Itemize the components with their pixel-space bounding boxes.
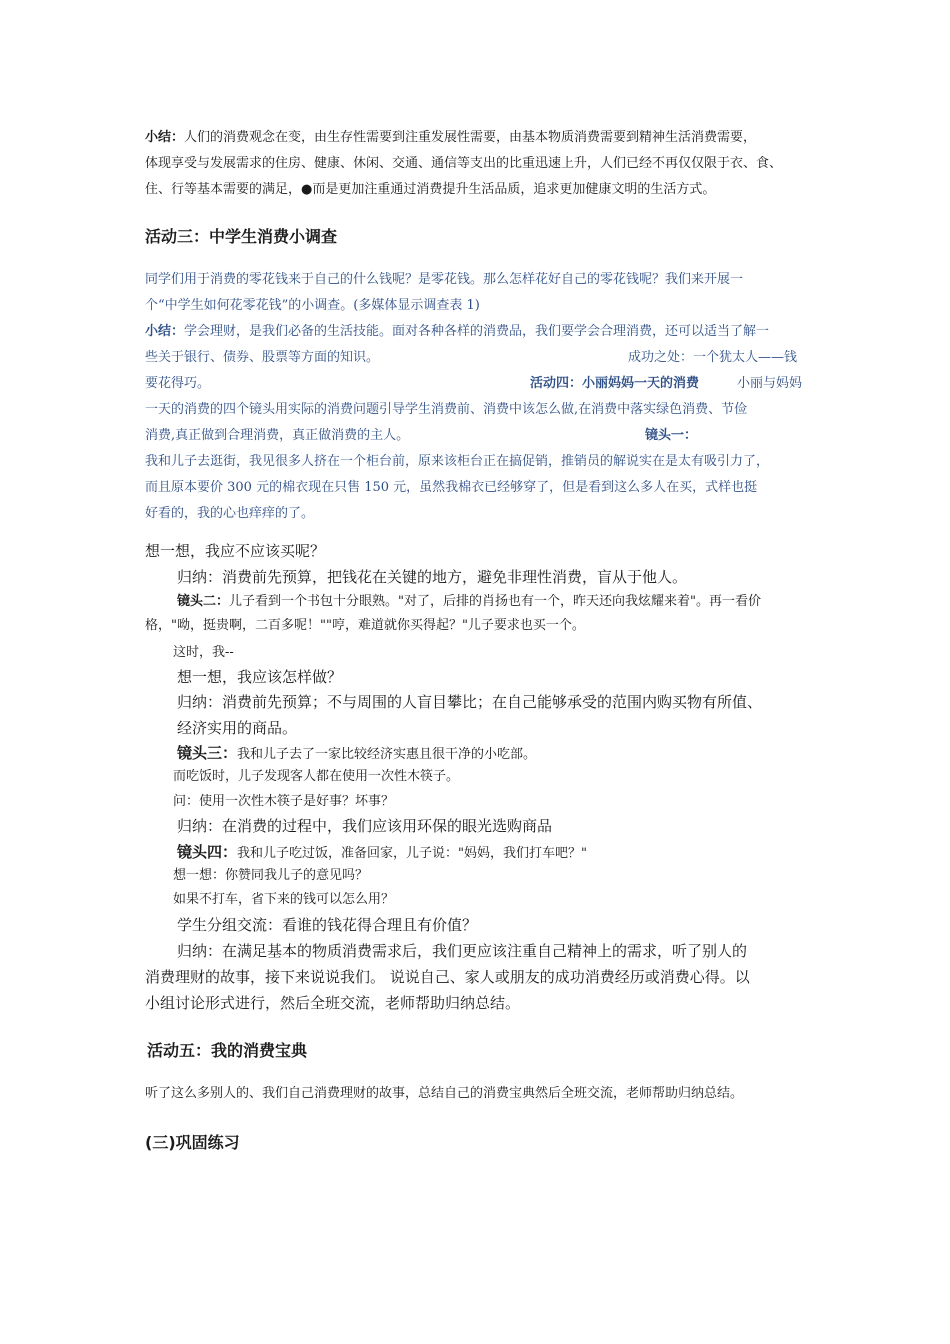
shot1-line: 而且原本要价 300 元的棉衣现在只售 150 元，虽然我棉衣已经够穿了，但是看到这么多人在买，式样也挺 <box>145 480 758 495</box>
question-line: 问：使用一次性木筷子是好事？坏事？ <box>173 794 395 809</box>
activity3-summary-line: 学会理财，是我们必备的生活技能。面对各种各样的消费品，我们要学会合理消费，还可以适当了解一 <box>184 324 770 339</box>
conclude4-line: 消费理财的故事，接下来说说我们。 说说自己、家人或朋友的成功消费经历或消费心得。以 <box>145 968 750 986</box>
conclude4-line: 小组讨论形式进行，然后全班交流，老师帮助归纳总结。 <box>145 994 521 1012</box>
shot2-label: 镜头二： <box>177 594 230 609</box>
conclude1: 归纳：消费前先预算，把钱花在关键的地方，避免非理性消费，盲从于他人。 <box>177 568 688 586</box>
conclude3: 归纳：在消费的过程中，我们应该用环保的眼光选购商品 <box>177 817 553 835</box>
shot1-line: 我和儿子去逛街，我见很多人挤在一个柜台前，原来该柜台正在搞促销，推销员的解说实在是太有吸引力了， <box>145 454 770 469</box>
shot4-text: 我和儿子吃过饭，准备回家，儿子说："妈妈，我们打车吧？" <box>237 846 587 861</box>
shot1-label: 镜头一： <box>645 428 698 443</box>
think3: 想一想：你赞同我儿子的意见吗？ <box>173 868 369 883</box>
activity3-summary-line: 些关于银行、债券、股票等方面的知识。 <box>145 350 380 365</box>
think4: 如果不打车，省下来的钱可以怎么用？ <box>173 892 395 907</box>
summary-line: 体现享受与发展需求的住房、健康、休闲、交通、通信等支出的比重迅速上升，人们已经不再仅仅限于衣、食、 <box>145 156 783 171</box>
activity4-line: 一天的消费的四个镜头用实际的消费问题引导学生消费前、消费中该怎么做,在消费中落实绿色消费、节俭 <box>145 402 748 417</box>
shot3-line2: 而吃饭时，儿子发现客人都在使用一次性木筷子。 <box>173 769 460 784</box>
conclude2-line: 经济实用的商品。 <box>177 719 298 737</box>
think2: 想一想，我应该怎样做？ <box>177 668 343 686</box>
activity3-body <box>145 267 810 527</box>
activity3-summary-line: 要花得巧。 <box>145 376 211 391</box>
summary-line: 住、行等基本需要的满足，●而是更加注重通过消费提升生活品质，追求更加健康文明的生活方式。 <box>145 182 716 197</box>
group-discussion: 学生分组交流：看谁的钱花得合理且有价值？ <box>177 916 478 934</box>
shot2-paragraph <box>145 590 842 614</box>
activity4-heading-after: 小丽与妈妈 <box>737 376 803 391</box>
activity4-line: 消费,真正做到合理消费，真正做消费的主人。 <box>145 428 410 443</box>
shot1-line: 好看的，我的心也痒痒的了。 <box>145 506 315 521</box>
activity3-summary-label: 小结： <box>145 324 185 339</box>
success-note: 成功之处：一个犹太人——钱 <box>628 350 798 365</box>
shot3-text: 我和儿子去了一家比较经济实惠且很干净的小吃部。 <box>237 747 537 762</box>
activity3-intro-line: 个“中学生如何花零花钱”的小调查。(多媒体显示调查表 1) <box>145 298 480 313</box>
shot2-line: 儿子看到一个书包十分眼熟。"对了，后排的肖扬也有一个，昨天还向我炫耀来着"。再一看价 <box>229 594 761 609</box>
conclude4-line: 归纳：在满足基本的物质消费需求后，我们更应该注重自己精神上的需求，听了别人的 <box>177 942 748 960</box>
shot4-label: 镜头四： <box>177 843 238 861</box>
think1: 想一想，我应不应该买呢？ <box>145 542 326 560</box>
conclude4 <box>145 938 810 1016</box>
conclude2 <box>145 689 842 741</box>
conclude2-line: 归纳：消费前先预算；不与周围的人盲目攀比；在自己能够承受的范围内购买物有所值、 <box>177 693 763 711</box>
summary-paragraph <box>145 125 810 203</box>
summary-label: 小结： <box>145 130 185 145</box>
shot2-line2: 格，"呦，挺贵啊，二百多呢！""哼，难道就你买得起？"儿子要求也买一个。 <box>145 618 585 633</box>
then-line: 这时，我-- <box>173 645 234 660</box>
summary-line: 人们的消费观念在变，由生存性需要到注重发展性需要，由基本物质消费需要到精神生活消费需要， <box>184 130 757 145</box>
activity4-heading: 活动四：小丽妈妈一天的消费 <box>530 376 700 391</box>
activity5-heading: 活动五：我的消费宝典 <box>147 1041 308 1060</box>
activity5-text: 听了这么多别人的、我们自己消费理财的故事，总结自己的消费宝典然后全班交流，老师帮助归纳总结。 <box>145 1086 744 1101</box>
activity3-intro-line: 同学们用于消费的零花钱来于自己的什么钱呢？是零花钱。那么怎样花好自己的零花钱呢？我们来开展一 <box>145 272 744 287</box>
section3-heading: (三)巩固练习 <box>145 1133 240 1152</box>
activity3-heading: 活动三：中学生消费小调查 <box>145 227 338 246</box>
shot3-label: 镜头三： <box>177 744 238 762</box>
